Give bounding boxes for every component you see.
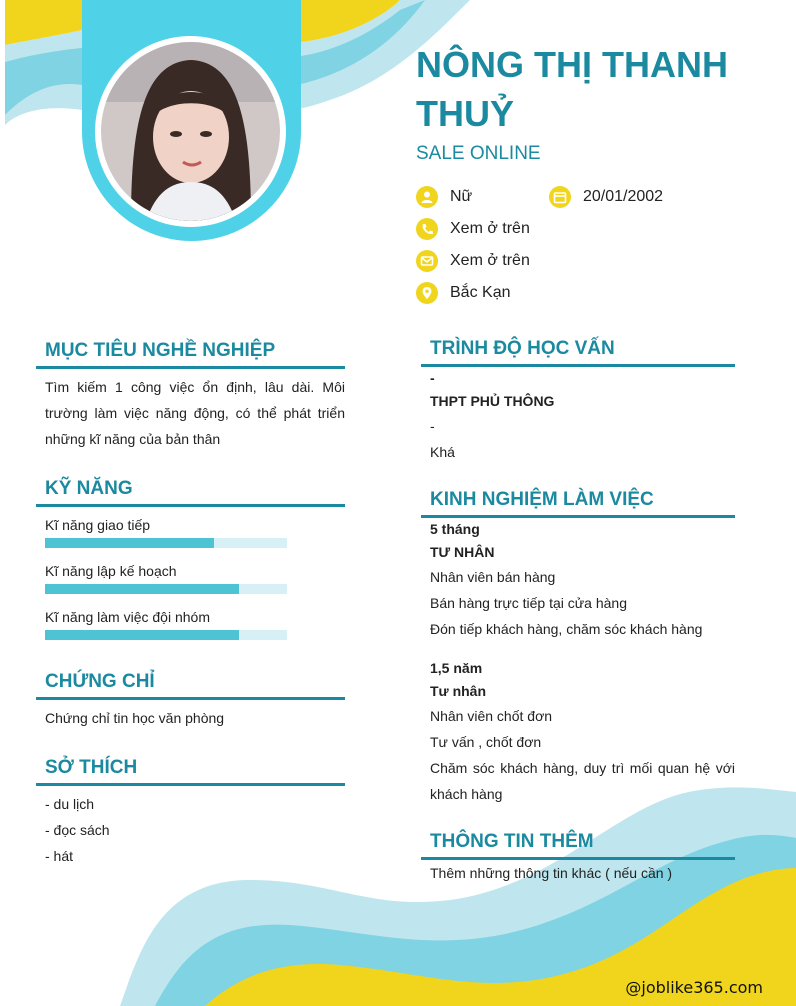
- skill-bar-fill: [45, 630, 239, 640]
- email-value: Xem ở trên: [450, 252, 530, 269]
- gender-row: [416, 186, 472, 208]
- user-icon: [416, 186, 438, 208]
- skills-divider: [36, 504, 345, 507]
- phone-icon: [416, 218, 438, 240]
- education-time: -: [430, 370, 435, 386]
- skill-label: Kĩ năng lập kế hoạch: [45, 563, 177, 579]
- objective-divider: [36, 366, 345, 369]
- birthday-value: 20/01/2002: [583, 188, 664, 205]
- email-row: [416, 250, 530, 272]
- objective-title: MỤC TIÊU NGHỀ NGHIỆP: [45, 340, 276, 361]
- skill-bar: [45, 584, 287, 594]
- calendar-icon: [549, 186, 571, 208]
- hobbies-title: SỞ THÍCH: [45, 757, 138, 778]
- birthday-row: [549, 186, 663, 208]
- skill-bar-fill: [45, 584, 239, 594]
- job-task: Bán hàng trực tiếp tại cửa hàng: [430, 595, 627, 611]
- skills-title: KỸ NĂNG: [45, 478, 133, 499]
- job-company: Tư nhân: [430, 683, 487, 699]
- address-value: Bắc Kạn: [450, 284, 511, 301]
- candidate-name: NÔNG THỊ THANH THUỶ: [416, 44, 728, 134]
- job-role: Nhân viên bán hàng: [430, 569, 556, 585]
- experience-title: KINH NGHIỆM LÀM VIỆC: [430, 489, 654, 510]
- hobbies-divider: [36, 783, 345, 786]
- more-info-title: THÔNG TIN THÊM: [430, 831, 594, 852]
- hobby-item: - hát: [45, 848, 74, 864]
- objective-text: Tìm kiếm 1 công việc ổn định, lâu dài. Môi trường làm việc năng động, có thể phát triển những kĩ năng của bản thân: [45, 379, 345, 447]
- job-company: TƯ NHÂN: [430, 544, 495, 560]
- education-title: TRÌNH ĐỘ HỌC VẤN: [430, 338, 615, 359]
- job-role: Nhân viên chốt đơn: [430, 708, 553, 724]
- skill-label: Kĩ năng làm việc đội nhóm: [45, 609, 210, 625]
- certificate-item: Chứng chỉ tin học văn phòng: [45, 710, 225, 726]
- site-watermark: @joblike365.com: [625, 978, 763, 997]
- education-major: -: [430, 418, 435, 434]
- skill-bar: [45, 630, 287, 640]
- job-time: 1,5 năm: [430, 660, 483, 676]
- more-info-text: Thêm những thông tin khác ( nếu cần ): [430, 865, 673, 881]
- job-position: SALE ONLINE: [416, 143, 541, 164]
- education-grade: Khá: [430, 444, 455, 460]
- skill-bar-fill: [45, 538, 214, 548]
- hobby-item: - du lịch: [45, 796, 95, 812]
- certificates-divider: [36, 697, 345, 700]
- avatar: [101, 42, 280, 221]
- mail-icon: [416, 250, 438, 272]
- location-pin-icon: [416, 282, 438, 304]
- gender-value: Nữ: [450, 188, 473, 205]
- job-task: Tư vấn , chốt đơn: [430, 734, 542, 750]
- education-divider: [421, 364, 735, 367]
- address-row: [416, 282, 510, 304]
- certificates-title: CHỨNG CHỈ: [45, 671, 155, 692]
- phone-row: [416, 218, 530, 240]
- job-task: Chăm sóc khách hàng, duy trì mối quan hệ với khách hàng: [430, 760, 735, 802]
- hobby-item: - đọc sách: [45, 822, 110, 838]
- job-time: 5 tháng: [430, 521, 480, 537]
- skill-bar: [45, 538, 287, 548]
- skill-label: Kĩ năng giao tiếp: [45, 517, 151, 533]
- education-school: THPT PHỦ THÔNG: [430, 393, 555, 409]
- phone-value: Xem ở trên: [450, 220, 530, 237]
- job-task: Đón tiếp khách hàng, chăm sóc khách hàng: [430, 621, 703, 637]
